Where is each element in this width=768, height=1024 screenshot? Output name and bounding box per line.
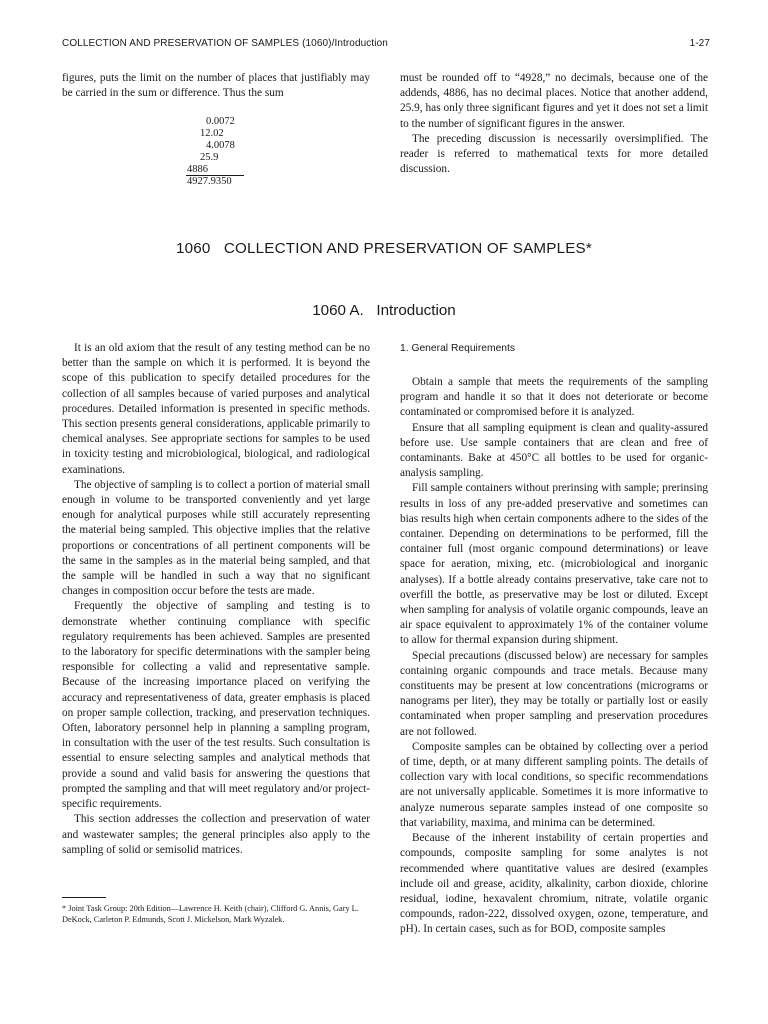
body-paragraph: Composite samples can be obtained by collecting over a period of time, depth, or at many different sampling points. The details of collection vary with local conditions, so specific recommendations are not universally applicable. Sometimes it is more informative to analyze numerous separate samples instead of one composite so that variability, maxima, and minima can be determined. xyxy=(400,740,708,829)
footnote-rule xyxy=(62,897,106,898)
section-title: 1060 COLLECTION AND PRESERVATION OF SAMPLES* xyxy=(175,240,592,257)
body-paragraph: It is an old axiom that the result of any testing method can be no better than the sample on which it is performed. It is beyond the scope of this publication to specify detailed procedures for the collection of all samples because of varied purposes and analytical procedures. Detailed information is presented in specific methods. This section presents general considerations, applicable primarily to chemical analyses. See appropriate sections for samples to be used in toxicity testing and microbiological, biological, and radiological examinations. xyxy=(62,342,370,476)
body-paragraph: Ensure that all sampling equipment is clean and quality-assured before use. Use sample containers that are clean and free of contaminants. Bake at 450°C all bottles to be used for organic-analysis sampling. xyxy=(400,421,708,480)
sum-addend: 12.02 xyxy=(200,128,224,139)
sum-addend: 4886 xyxy=(187,164,208,175)
subsection-title: 1060 A. Introduction xyxy=(312,302,456,319)
body-paragraph: Because of the inherent instability of certain properties and compounds, composite sampling for some analytes is not recommended where quantitative values are desired (examples include oil and grease, acidity, alkalinity, carbon dioxide, chlorine residual, iodine, hexavalent chromium, nitrate, volatile organic compounds, radon-222, dissolved oxygen, ozone, temperature, and pH). In certain cases, such as for BOD, composite samples xyxy=(400,832,708,936)
general-requirements-heading: 1. General Requirements xyxy=(400,343,516,354)
sum-example xyxy=(187,116,247,188)
main-left-column xyxy=(62,341,370,858)
top-right-paragraph: must be rounded off to “4928,” no decimals, because one of the addends, 4886, has no decimal places. Notice that another addend, 25.9, has only three significant figures and yet it does not set a limit to the number of significant figures in the answer. xyxy=(400,72,708,130)
top-left-column xyxy=(62,71,370,101)
footnote: * Joint Task Group: 20th Edition—Lawrence H. Keith (chair), Clifford G. Annis, Gary L. DeKock, Carleton P. Edmunds, Scott J. Mickelson, Mark Wyzalek. xyxy=(62,904,359,924)
running-head-title: COLLECTION AND PRESERVATION OF SAMPLES (1060)/Introduction xyxy=(62,38,388,49)
sum-addend: 0.0072 xyxy=(206,116,235,127)
body-paragraph: Fill sample containers without prerinsing with sample; prerinsing results in loss of any pre-added preservative and sometimes can bias results high when certain components adhere to the sides of the container. Depending on determinations to be performed, fill the container full (most organic compound determinations) or leave space for aeration, mixing, etc. (microbiological and inorganic analyses). If a bottle already contains preservative, take care not to overfill the bottle, as preservative may be lost or diluted. Except when sampling for analysis of volatile organic compounds, leave an air space equivalent to approximately 1% of the container volume to allow for thermal expansion during shipment. xyxy=(400,482,708,647)
body-paragraph: Special precautions (discussed below) are necessary for samples containing organic compounds and trace metals. Because many constituents may be present at low concentrations (micrograms or nanograms per liter), they may be totally or partially lost or easily contaminated when proper sampling and preservation procedures are not followed. xyxy=(400,649,708,738)
sum-addend: 25.9 xyxy=(200,152,219,163)
sum-addend: 4.0078 xyxy=(206,140,235,151)
top-right-paragraph: The preceding discussion is necessarily oversimplified. The reader is referred to mathematical texts for more detailed discussion. xyxy=(400,132,708,176)
page-number: 1-27 xyxy=(689,38,710,49)
body-paragraph: This section addresses the collection and preservation of water and wastewater samples; the general principles also apply to the sampling of solid or semisolid matrices. xyxy=(62,813,370,856)
body-paragraph: The objective of sampling is to collect a portion of material small enough in volume to be transported conveniently and yet large enough for analytical purposes while still accurately representing the material being sampled. This objective implies that the relative proportions or concentrations of all pertinent components will be the same in the samples as in the material being sampled, and that the sample will be handled in such a way that no significant changes in composition occur before the tests are made. xyxy=(62,478,370,598)
body-paragraph: Frequently the objective of sampling and testing is to demonstrate whether continuing compliance with specific regulatory requirements has been achieved. Samples are presented to the laboratory for specific determinations with the sampler being responsible for collecting a valid and representative sample. Because of the increasing importance placed on verifying the accuracy and representativeness of data, greater emphasis is placed on proper sample collection, tracking, and preservation techniques. Often, laboratory personnel help in planning a sampling program, in consultation with the user of the test results. Such consultation is essential to ensure selecting samples and analytical methods that provide a sound and valid basis for answering the questions that prompted the sampling and that will meet regulatory and/or project-specific requirements. xyxy=(62,600,370,811)
body-paragraph: Obtain a sample that meets the requirements of the sampling program and handle it so that it does not deteriorate or become contaminated or compromised before it is analyzed. xyxy=(400,376,708,419)
main-right-column xyxy=(400,342,708,938)
sum-total: 4927.9350 xyxy=(187,176,232,187)
top-right-column xyxy=(400,71,708,177)
top-left-paragraph: figures, puts the limit on the number of places that justifiably may be carried in the sum or difference. Thus the sum xyxy=(62,72,370,100)
